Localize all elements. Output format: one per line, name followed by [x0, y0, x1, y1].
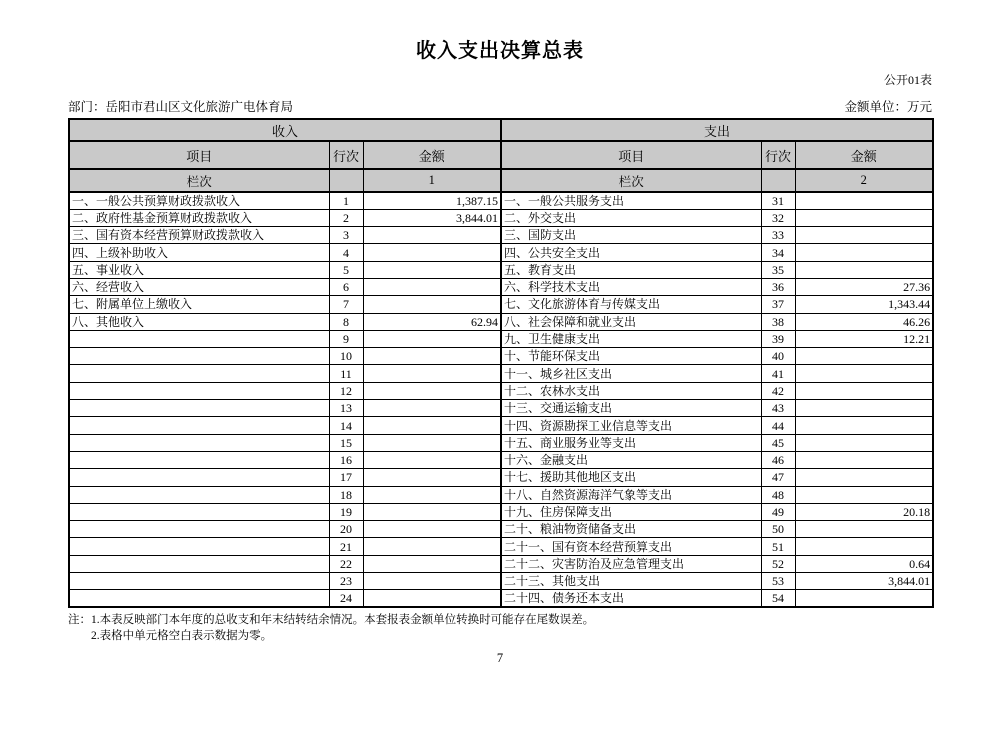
table-row: [69, 451, 933, 468]
expense-line-cell: 41: [761, 365, 795, 382]
expense-amount-cell: 27.36: [795, 278, 933, 295]
income-amount-cell: [363, 244, 501, 261]
income-item-cell: [69, 590, 329, 607]
expense-item-cell: 十七、援助其他地区支出: [501, 469, 761, 486]
income-section-header: 收入: [69, 119, 501, 141]
income-item-cell: 五、事业收入: [69, 261, 329, 278]
expense-line-cell: 48: [761, 486, 795, 503]
expense-amount-cell: [795, 382, 933, 399]
expense-amount-cell: [795, 227, 933, 244]
table-row: [69, 244, 933, 261]
income-amount-cell: 1,387.15: [363, 192, 501, 209]
table-row: [69, 209, 933, 226]
expense-amount-cell: [795, 261, 933, 278]
expense-line-cell: 32: [761, 209, 795, 226]
budget-summary-table: [68, 118, 934, 608]
page-title: 收入支出决算总表: [416, 40, 584, 62]
income-item-cell: 二、政府性基金预算财政拨款收入: [69, 209, 329, 226]
expense-item-cell: 二十一、国有资本经营预算支出: [501, 538, 761, 555]
expense-amount-cell: [795, 521, 933, 538]
expense-amount-cell: [795, 365, 933, 382]
income-line-cell: 5: [329, 261, 363, 278]
document-page: [68, 34, 932, 666]
income-amount-cell: [363, 590, 501, 607]
income-item-cell: 六、经营收入: [69, 278, 329, 295]
expense-item-cell: 一、一般公共服务支出: [501, 192, 761, 209]
expense-amount-cell: 12.21: [795, 330, 933, 347]
expense-item-cell: 十四、资源勘探工业信息等支出: [501, 417, 761, 434]
expense-item-cell: 二十二、灾害防治及应急管理支出: [501, 555, 761, 572]
expense-amount-cell: 20.18: [795, 503, 933, 520]
table-row: [69, 330, 933, 347]
expense-amount-header: 金额: [795, 141, 933, 169]
income-amount-cell: [363, 278, 501, 295]
expense-line-cell: 40: [761, 348, 795, 365]
income-item-cell: 四、上级补助收入: [69, 244, 329, 261]
income-line-cell: 6: [329, 278, 363, 295]
income-line-cell: 9: [329, 330, 363, 347]
income-line-cell: 16: [329, 451, 363, 468]
table-code-label: 公开01表: [883, 73, 932, 87]
section-header-row: [69, 119, 933, 141]
income-item-cell: [69, 330, 329, 347]
income-amount-cell: [363, 503, 501, 520]
income-amount-cell: [363, 382, 501, 399]
expense-amount-cell: 46.26: [795, 313, 933, 330]
footnotes: [68, 612, 932, 644]
expense-item-cell: 七、文化旅游体育与传媒支出: [501, 296, 761, 313]
income-line-cell: 19: [329, 503, 363, 520]
income-item-cell: 一、一般公共预算财政拨款收入: [69, 192, 329, 209]
expense-item-cell: 十二、农林水支出: [501, 382, 761, 399]
meta-row: [68, 97, 932, 115]
expense-line-cell: 34: [761, 244, 795, 261]
expense-line-cell: 44: [761, 417, 795, 434]
income-item-cell: [69, 486, 329, 503]
expense-amount-cell: 1,343.44: [795, 296, 933, 313]
income-line-cell: 2: [329, 209, 363, 226]
expense-line-cell: 53: [761, 573, 795, 590]
expense-column-index: 2: [795, 169, 933, 192]
income-line-cell: 10: [329, 348, 363, 365]
expense-line-cell: 43: [761, 400, 795, 417]
income-amount-cell: [363, 348, 501, 365]
income-item-cell: [69, 451, 329, 468]
income-line-cell: 8: [329, 313, 363, 330]
income-item-cell: [69, 365, 329, 382]
income-amount-cell: 3,844.01: [363, 209, 501, 226]
table-row: [69, 382, 933, 399]
expense-line-cell: 36: [761, 278, 795, 295]
expense-amount-cell: [795, 590, 933, 607]
income-item-cell: [69, 382, 329, 399]
income-item-cell: [69, 400, 329, 417]
expense-line-cell: 49: [761, 503, 795, 520]
expense-amount-cell: [795, 451, 933, 468]
income-line-cell: 22: [329, 555, 363, 572]
expense-line-cell: 45: [761, 434, 795, 451]
expense-line-cell: 33: [761, 227, 795, 244]
income-amount-cell: [363, 521, 501, 538]
column-index-row: [69, 169, 933, 192]
expense-line-cell: 52: [761, 555, 795, 572]
income-amount-cell: [363, 365, 501, 382]
table-row: [69, 590, 933, 607]
income-item-cell: [69, 434, 329, 451]
table-row: [69, 278, 933, 295]
expense-item-cell: 五、教育支出: [501, 261, 761, 278]
expense-item-cell: 二十四、债务还本支出: [501, 590, 761, 607]
table-row: [69, 503, 933, 520]
income-item-cell: [69, 573, 329, 590]
expense-amount-cell: [795, 417, 933, 434]
income-line-cell: 14: [329, 417, 363, 434]
income-amount-cell: [363, 227, 501, 244]
expense-amount-cell: [795, 192, 933, 209]
expense-item-cell: 四、公共安全支出: [501, 244, 761, 261]
footnote-line-2: 2.表格中单元格空白表示数据为零。: [91, 630, 273, 643]
income-line-cell: 7: [329, 296, 363, 313]
expense-amount-cell: [795, 538, 933, 555]
income-line-cell: 1: [329, 192, 363, 209]
expense-line-cell: 31: [761, 192, 795, 209]
expense-amount-cell: 3,844.01: [795, 573, 933, 590]
table-row: [69, 555, 933, 572]
table-row: [69, 261, 933, 278]
income-amount-cell: [363, 330, 501, 347]
expense-line-cell: 50: [761, 521, 795, 538]
expense-item-cell: 十九、住房保障支出: [501, 503, 761, 520]
table-row: [69, 434, 933, 451]
table-row: [69, 348, 933, 365]
expense-item-cell: 六、科学技术支出: [501, 278, 761, 295]
expense-lanci-blank: [761, 169, 795, 192]
income-amount-cell: [363, 486, 501, 503]
table-row: [69, 192, 933, 209]
expense-amount-cell: [795, 400, 933, 417]
expense-line-cell: 35: [761, 261, 795, 278]
income-item-cell: 八、其他收入: [69, 313, 329, 330]
income-amount-cell: [363, 469, 501, 486]
table-row: [69, 538, 933, 555]
income-line-cell: 23: [329, 573, 363, 590]
expense-amount-cell: [795, 486, 933, 503]
expense-line-cell: 42: [761, 382, 795, 399]
expense-amount-cell: [795, 348, 933, 365]
table-row: [69, 296, 933, 313]
expense-line-cell: 39: [761, 330, 795, 347]
expense-item-cell: 十三、交通运输支出: [501, 400, 761, 417]
expense-amount-cell: [795, 244, 933, 261]
table-row: [69, 227, 933, 244]
expense-item-cell: 二、外交支出: [501, 209, 761, 226]
expense-item-cell: 三、国防支出: [501, 227, 761, 244]
income-line-cell: 12: [329, 382, 363, 399]
income-line-cell: 24: [329, 590, 363, 607]
expense-amount-cell: 0.64: [795, 555, 933, 572]
income-amount-cell: [363, 538, 501, 555]
income-amount-header: 金额: [363, 141, 501, 169]
table-row: [69, 417, 933, 434]
income-amount-cell: [363, 261, 501, 278]
expense-line-cell: 47: [761, 469, 795, 486]
income-item-cell: 三、国有资本经营预算财政拨款收入: [69, 227, 329, 244]
expense-lanci-label: 栏次: [501, 169, 761, 192]
table-row: [69, 469, 933, 486]
income-line-cell: 17: [329, 469, 363, 486]
expense-amount-cell: [795, 469, 933, 486]
income-line-cell: 21: [329, 538, 363, 555]
expense-line-cell: 54: [761, 590, 795, 607]
income-line-cell: 15: [329, 434, 363, 451]
expense-item-cell: 十六、金融支出: [501, 451, 761, 468]
income-amount-cell: [363, 400, 501, 417]
income-lanci-label: 栏次: [69, 169, 329, 192]
department-label: 部门：岳阳市君山区文化旅游广电体育局: [68, 100, 294, 114]
expense-item-cell: 十八、自然资源海洋气象等支出: [501, 486, 761, 503]
income-item-cell: [69, 503, 329, 520]
income-item-cell: [69, 521, 329, 538]
income-line-cell: 11: [329, 365, 363, 382]
income-item-cell: 七、附属单位上缴收入: [69, 296, 329, 313]
expense-item-cell: 九、卫生健康支出: [501, 330, 761, 347]
table-row: [69, 400, 933, 417]
footnote-line-1: 注：1.本表反映部门本年度的总收支和年末结转结余情况。本套报表金额单位转换时可能存在尾数误差。: [68, 614, 595, 627]
income-line-cell: 13: [329, 400, 363, 417]
expense-item-cell: 十、节能环保支出: [501, 348, 761, 365]
income-line-cell: 4: [329, 244, 363, 261]
income-amount-cell: [363, 573, 501, 590]
table-row: [69, 365, 933, 382]
income-line-cell: 3: [329, 227, 363, 244]
income-item-cell: [69, 417, 329, 434]
income-item-cell: [69, 538, 329, 555]
expense-amount-cell: [795, 434, 933, 451]
expense-line-cell: 46: [761, 451, 795, 468]
expense-line-cell: 38: [761, 313, 795, 330]
income-lanci-blank: [329, 169, 363, 192]
income-item-cell: [69, 469, 329, 486]
expense-item-cell: 十一、城乡社区支出: [501, 365, 761, 382]
income-item-cell: [69, 348, 329, 365]
expense-item-cell: 二十、粮油物资储备支出: [501, 521, 761, 538]
income-column-index: 1: [363, 169, 501, 192]
income-line-cell: 20: [329, 521, 363, 538]
table-row: [69, 573, 933, 590]
expense-item-cell: 八、社会保障和就业支出: [501, 313, 761, 330]
income-amount-cell: [363, 451, 501, 468]
expense-line-cell: 37: [761, 296, 795, 313]
amount-unit-label: 金额单位：万元: [844, 100, 932, 114]
table-row: [69, 313, 933, 330]
expenditure-section-header: 支出: [501, 119, 933, 141]
expense-item-cell: 十五、商业服务业等支出: [501, 434, 761, 451]
income-item-cell: [69, 555, 329, 572]
income-amount-cell: [363, 417, 501, 434]
income-line-cell: 18: [329, 486, 363, 503]
table-row: [69, 521, 933, 538]
income-item-header: 项目: [69, 141, 329, 169]
income-amount-cell: [363, 296, 501, 313]
page-number: 7: [496, 651, 504, 666]
expense-line-header: 行次: [761, 141, 795, 169]
income-line-header: 行次: [329, 141, 363, 169]
table-row: [69, 486, 933, 503]
income-amount-cell: 62.94: [363, 313, 501, 330]
expense-line-cell: 51: [761, 538, 795, 555]
column-header-row: [69, 141, 933, 169]
income-amount-cell: [363, 434, 501, 451]
income-amount-cell: [363, 555, 501, 572]
expense-item-header: 项目: [501, 141, 761, 169]
expense-amount-cell: [795, 209, 933, 226]
expense-item-cell: 二十三、其他支出: [501, 573, 761, 590]
